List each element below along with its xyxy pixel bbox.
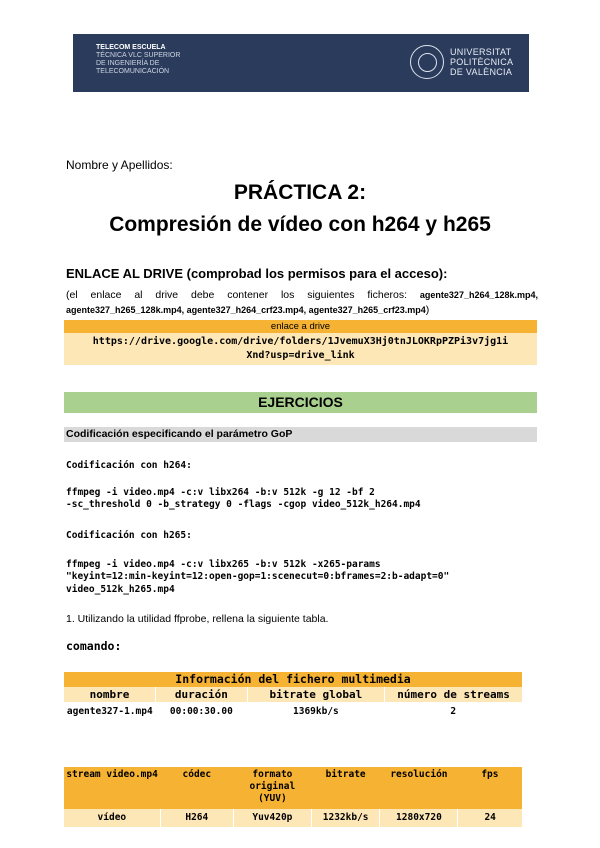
cell-streams[interactable]: 2 [450,706,457,717]
h264-command-line-1: ffmpeg -i video.mp4 -c:v libx264 -b:v 512k -g 12 -bf 2 [66,487,375,498]
upv-line-1: UNIVERSITAT [450,47,512,57]
drive-url-line-1[interactable]: https://drive.google.com/drive/folders/1JvemuX3Hj0tnJLOKRpPZPi3v7jg1i [92,336,509,347]
cell-codec[interactable]: H264 [160,809,233,827]
question-1: 1. Utilizando la utilidad ffprobe, rellena la siguiente tabla. [66,613,329,625]
col-header-bitrate: bitrate [311,767,380,809]
h265-command-line-1: ffmpeg -i video.mp4 -c:v libx265 -b:v 512k -x265-params [66,559,381,570]
cell-nombre[interactable]: agente327-1.mp4 [66,706,153,717]
cell-bitrate[interactable]: 1232kb/s [311,809,380,827]
section-heading: Codificación especificando el parámetro GoP [64,427,537,442]
drive-link[interactable] [64,333,537,365]
cell-bitrate[interactable]: 1369kb/s [293,706,339,717]
upv-seal-icon [410,45,444,79]
col-header-formato: formato original (YUV) [233,767,311,809]
upv-logo [450,47,513,77]
page-subtitle: Compresión de vídeo con h264 y h265 [109,213,491,236]
name-label: Nombre y Apellidos: [66,158,173,172]
command-label: comando: [66,639,122,653]
upv-line-3: DE VALÈNCIA [450,67,513,77]
col-header-bitrate: bitrate global [247,687,384,702]
exercises-header: EJERCICIOS [64,392,537,413]
h264-command-line-2: -sc_threshold 0 -b_strategy 0 -flags -cgop video_512k_h264.mp4 [66,499,421,510]
h265-command-line-2: "keyint=12:min-keyint=12:open-gop=1:scenecut=0:bframes=2:b-adapt=0" [66,571,450,582]
drive-url-line-2[interactable]: Xnd?usp=drive_link [246,350,355,361]
telecom-line-3: DE INGENIERÍA DE [96,60,160,67]
drive-file-list: agente327_h264_128k.mp4, agente327_h265_128k.mp4, agente327_h264_crf23.mp4, agente327_h265_crf23.mp4 [66,290,538,315]
upv-line-2: POLITÈCNICA [450,57,514,67]
col-header-stream: stream video.mp4 [64,767,160,809]
col-header-codec: códec [160,767,233,809]
cell-fps[interactable]: 24 [458,809,522,827]
col-header-nombre: nombre [64,687,156,702]
cell-resolucion[interactable]: 1280x720 [380,809,458,827]
col-header-streams: número de streams [385,687,522,702]
cell-duracion[interactable]: 00:00:30.00 [169,706,233,717]
telecom-line-1: TELECOM ESCUELA [96,44,166,51]
cell-formato[interactable]: Yuv420p [233,809,311,827]
h265-label: Codificación con h265: [66,530,192,541]
col-header-duracion: duración [156,687,248,702]
drive-desc-intro: (el enlace al drive debe contener los siguientes ficheros: [66,289,420,301]
file-info-table [64,672,522,732]
col-header-resolucion: resolución [380,767,458,809]
page-title: PRÁCTICA 2: [233,181,367,204]
stream-info-table [64,767,522,827]
h265-command-line-3: video_512k_h265.mp4 [66,584,175,595]
table-caption: Información del fichero multimedia [64,672,522,687]
telecom-line-2: TÉCNICA VLC SUPERIOR [96,52,181,59]
col-header-fps: fps [458,767,522,809]
telecom-logo [96,44,180,76]
drive-desc-end: ) [425,304,430,316]
drive-link-box [64,320,537,365]
h264-label: Codificación con h264: [66,460,192,471]
drive-description [66,288,538,318]
drive-heading: ENLACE AL DRIVE (comprobad los permisos para el acceso): [66,266,448,281]
drive-link-label: enlace a drive [64,320,537,333]
cell-stream[interactable]: vídeo [64,809,160,827]
telecom-line-4: TELECOMUNICACIÓN [96,68,170,75]
